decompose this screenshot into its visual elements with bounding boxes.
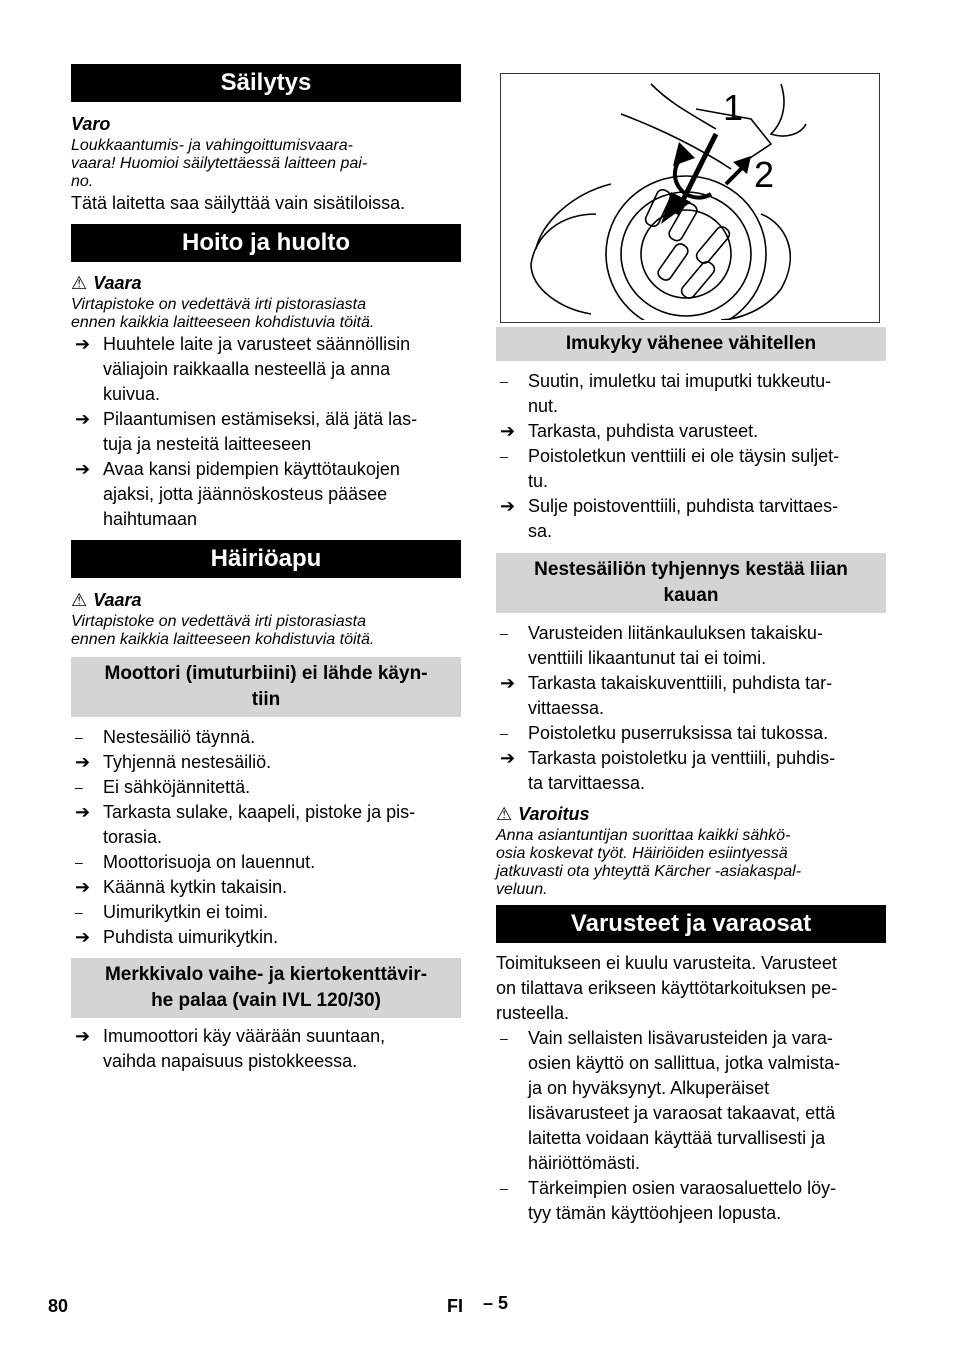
list-item-line: ta tarvittaessa.: [528, 773, 646, 793]
list-item-line: Tarkasta sulake, kaapeli, pistoke ja pis-: [103, 802, 416, 822]
list-item: [71, 332, 461, 407]
list-item-line: ajaksi, jotta jäännöskosteus pääsee: [103, 484, 388, 504]
list-item: [496, 721, 886, 746]
varo-text: [71, 137, 461, 191]
list-item-line: Pilaantumisen estämiseksi, älä jätä las-: [103, 409, 418, 429]
list-item: [71, 925, 461, 950]
text-line: on tilattava erikseen käyttötarkoituksen pe-: [496, 978, 838, 998]
list-item-line: Sulje poistoventtiili, puhdista tarvittaes-: [528, 496, 839, 516]
vaara-text-label: Vaara: [93, 590, 142, 610]
list-item: [496, 444, 886, 494]
arrow-right-icon: ➔: [75, 459, 91, 479]
figure-label-2: 2: [754, 154, 775, 195]
dash-bullet-icon: –: [75, 904, 83, 920]
imukyky-list: [496, 369, 886, 544]
vaara-label-1: [71, 271, 461, 296]
text-line: ennen kaikkia laitteeseen kohdistuvia töitä.: [71, 314, 375, 331]
text-line: Moottori (imuturbiini) ei lähde käyn-: [104, 663, 428, 684]
arrow-right-icon: ➔: [75, 877, 91, 897]
list-item-line: torasia.: [103, 827, 163, 847]
arrow-right-icon: ➔: [500, 673, 516, 693]
arrow-right-icon: ➔: [500, 421, 516, 441]
list-item-line: venttiili likaantunut tai ei toimi.: [528, 648, 767, 668]
page-number: 80: [48, 1296, 69, 1316]
list-item-line: tuja ja nesteitä laitteeseen: [103, 434, 312, 454]
text-line: veluun.: [496, 881, 548, 898]
list-item: [71, 1024, 461, 1074]
cable-connector-illustration: [500, 73, 880, 323]
heading-tyhjennys: [496, 553, 886, 613]
list-item: [71, 725, 461, 750]
vaara-label-2: [71, 588, 461, 613]
list-item: [71, 407, 461, 457]
list-item-line: kuivua.: [103, 384, 161, 404]
dash-bullet-icon: –: [500, 625, 508, 641]
list-item-line: osien käyttö on sallittua, jotka valmista-: [528, 1053, 841, 1073]
text-line: Virtapistoke on vedettävä irti pistorasiasta: [71, 296, 366, 313]
storage-note: Tätä laitetta saa säilyttää vain sisätiloissa.: [71, 193, 406, 213]
arrow-right-icon: ➔: [75, 927, 91, 947]
dash-bullet-icon: –: [75, 854, 83, 870]
varusteet-intro: [496, 951, 886, 1026]
varoitus-label: [496, 802, 886, 827]
list-item-line: laitetta voidaan käyttää turvallisesti ja: [528, 1128, 826, 1148]
list-item: [496, 1176, 886, 1226]
list-item-line: haihtumaan: [103, 509, 198, 529]
text-line: no.: [71, 173, 94, 190]
dash-bullet-icon: –: [500, 448, 508, 464]
arrow-right-icon: ➔: [500, 496, 516, 516]
connector-drawing: [501, 74, 879, 320]
text-line: Anna asiantuntijan suorittaa kaikki sähkö-: [496, 827, 791, 844]
tyhjennys-list: [496, 621, 886, 796]
text-line: Toimitukseen ei kuulu varusteita. Varusteet: [496, 953, 837, 973]
heading-merkkivalo: [71, 958, 461, 1018]
list-item-line: vaihda napaisuus pistokkeessa.: [103, 1051, 358, 1071]
right-column: [496, 63, 886, 1226]
list-item: [496, 1026, 886, 1176]
list-item-line: Tyhjennä nestesäiliö.: [103, 752, 272, 772]
text-line: rusteella.: [496, 1003, 570, 1023]
list-item: [71, 900, 461, 925]
list-item-line: Uimurikytkin ei toimi.: [103, 902, 269, 922]
list-item-line: Huuhtele laite ja varusteet säännöllisin: [103, 334, 411, 354]
figure-label-1: 1: [723, 87, 744, 128]
heading-moottori: [71, 657, 461, 717]
list-item: [71, 875, 461, 900]
dash-bullet-icon: –: [75, 779, 83, 795]
vaara-text-2: [71, 613, 461, 649]
list-item: [71, 750, 461, 775]
list-item-line: Ei sähköjännitettä.: [103, 777, 251, 797]
list-item: [71, 800, 461, 850]
list-item-line: väliajoin raikkaalla nesteellä ja anna: [103, 359, 391, 379]
text-line: vaara! Huomioi säilytettäessä laitteen pai-: [71, 155, 368, 172]
list-item-line: Moottorisuoja on lauennut.: [103, 852, 316, 872]
dash-bullet-icon: –: [500, 373, 508, 389]
list-item-line: sa.: [528, 521, 553, 541]
list-item-line: tu.: [528, 471, 549, 491]
hoito-list: [71, 332, 461, 532]
list-item-line: vittaessa.: [528, 698, 605, 718]
language-code: FI: [447, 1296, 463, 1316]
text-line: Virtapistoke on vedettävä irti pistorasiasta: [71, 613, 366, 630]
list-item-line: Avaa kansi pidempien käyttötaukojen: [103, 459, 400, 479]
arrow-right-icon: ➔: [75, 409, 91, 429]
heading-imukyky: Imukyky vähenee vähitellen: [496, 327, 886, 361]
text-line: Loukkaantumis- ja vahingoittumisvaara-: [71, 137, 353, 154]
varo-label: Varo: [71, 114, 111, 134]
text-line: kauan: [663, 585, 719, 606]
text-line: Nestesäiliön tyhjennys kestää liian: [534, 559, 848, 580]
list-item-line: Poistoletkun venttiili ei ole täysin suljet-: [528, 446, 840, 466]
vaara-text-1: [71, 296, 461, 332]
list-item: [496, 369, 886, 419]
section-page: – 5: [483, 1293, 509, 1313]
vaara-text-label: Vaara: [93, 273, 142, 293]
list-item-line: Puhdista uimurikytkin.: [103, 927, 279, 947]
list-item-line: Tarkasta poistoletku ja venttiili, puhdis-: [528, 748, 836, 768]
arrow-right-icon: ➔: [75, 802, 91, 822]
text-line: osia koskevat työt. Häiriöiden esiintyessä: [496, 845, 788, 862]
list-item-line: Käännä kytkin takaisin.: [103, 877, 288, 897]
varoitus-text: [496, 827, 886, 899]
moottori-list: [71, 725, 461, 950]
list-item: [71, 457, 461, 532]
heading-hoito: Hoito ja huolto: [71, 224, 461, 262]
list-item-line: ja on hyväksynyt. Alkuperäiset: [528, 1078, 770, 1098]
text-line: he palaa (vain IVL 120/30): [151, 990, 381, 1011]
dash-bullet-icon: –: [75, 729, 83, 745]
list-item: [496, 419, 886, 444]
arrow-right-icon: ➔: [75, 334, 91, 354]
left-column: [71, 64, 461, 1074]
dash-bullet-icon: –: [500, 1180, 508, 1196]
list-item-line: Tarkasta takaiskuventtiili, puhdista tar-: [528, 673, 833, 693]
list-item: [496, 671, 886, 721]
list-item-line: Nestesäiliö täynnä.: [103, 727, 256, 747]
dash-bullet-icon: –: [500, 1030, 508, 1046]
list-item: [71, 775, 461, 800]
list-item-line: Tarkasta, puhdista varusteet.: [528, 421, 759, 441]
list-item-line: häiriöttömästi.: [528, 1153, 641, 1173]
warning-icon: ⚠: [496, 804, 513, 824]
text-line: tiin: [251, 689, 281, 710]
list-item: [71, 850, 461, 875]
list-item-line: Vain sellaisten lisävarusteiden ja vara-: [528, 1028, 833, 1048]
arrow-right-icon: ➔: [500, 748, 516, 768]
warning-icon: ⚠: [71, 590, 88, 610]
merkkivalo-list: [71, 1024, 461, 1074]
list-item-line: Suutin, imuletku tai imuputki tukkeutu-: [528, 371, 832, 391]
list-item-line: nut.: [528, 396, 559, 416]
text-line: jatkuvasti ota yhteyttä Kärcher -asiakaspal-: [496, 863, 802, 880]
heading-varusteet: Varusteet ja varaosat: [496, 905, 886, 943]
dash-bullet-icon: –: [500, 725, 508, 741]
list-item-line: Tärkeimpien osien varaosaluettelo löy-: [528, 1178, 837, 1198]
varusteet-list: [496, 1026, 886, 1226]
list-item-line: lisävarusteet ja varaosat takaavat, että: [528, 1103, 836, 1123]
arrow-right-icon: ➔: [75, 1026, 91, 1046]
text-line: ennen kaikkia laitteeseen kohdistuvia töitä.: [71, 631, 375, 648]
heading-hairioapu: Häiriöapu: [71, 540, 461, 578]
warning-icon: ⚠: [71, 273, 88, 293]
list-item-line: Imumoottori käy väärään suuntaan,: [103, 1026, 386, 1046]
list-item-line: tyy tämän käyttöohjeen lopusta.: [528, 1203, 782, 1223]
list-item: [496, 494, 886, 544]
list-item-line: Varusteiden liitänkauluksen takaisku-: [528, 623, 823, 643]
list-item-line: Poistoletku puserruksissa tai tukossa.: [528, 723, 829, 743]
arrow-right-icon: ➔: [75, 752, 91, 772]
varoitus-text-label: Varoitus: [518, 804, 590, 824]
list-item: [496, 746, 886, 796]
list-item: [496, 621, 886, 671]
heading-sailytys: Säilytys: [71, 64, 461, 102]
text-line: Merkkivalo vaihe- ja kiertokenttävir-: [104, 964, 428, 985]
